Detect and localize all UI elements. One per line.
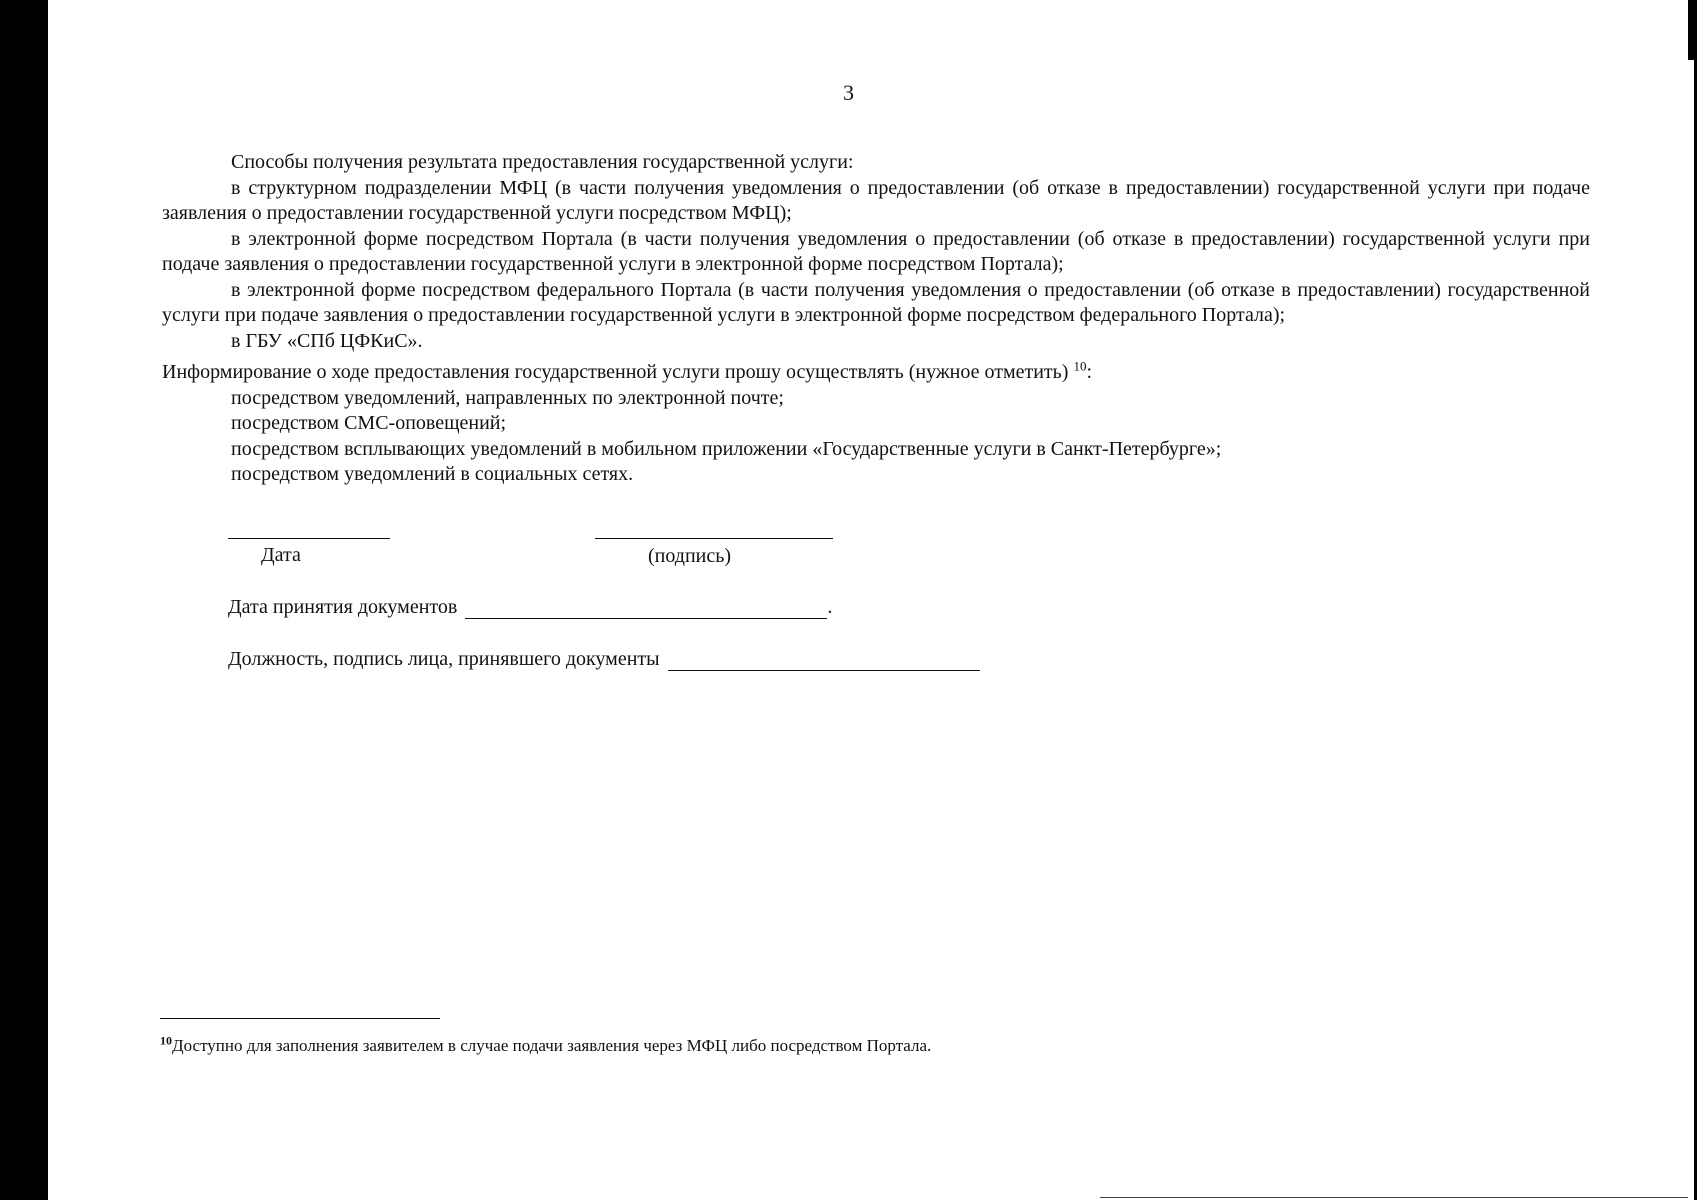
receipt-option-federal-portal: в электронной форме посредством федерального Портала (в части получения уведомления о предоставлении (об отказе в предоставлении) государственной услуги при подаче заявления о предоставлении государственной услуги в электронной форме посредством федерального Портала); bbox=[162, 278, 1590, 326]
receipt-option-gbu: в ГБУ «СПб ЦФКиС». bbox=[231, 329, 423, 352]
official-signature-row bbox=[228, 648, 980, 671]
official-signature-line bbox=[668, 648, 980, 671]
inform-option-mobile-app: посредством всплывающих уведомлений в мобильном приложении «Государственные услуги в Санкт-Петербурге»; bbox=[231, 437, 1222, 460]
scan-bottom-edge bbox=[1100, 1197, 1688, 1198]
acceptance-date-tail: . bbox=[827, 596, 833, 618]
inform-heading-text: Информирование о ходе предоставления государственной услуги прошу осуществлять (нужное отметить) bbox=[162, 361, 1069, 383]
inform-heading bbox=[162, 360, 1590, 386]
scan-margin-right bbox=[1688, 0, 1697, 60]
inform-option-email: посредством уведомлений, направленных по электронной почте; bbox=[231, 386, 784, 409]
scan-margin-left bbox=[0, 0, 48, 1200]
acceptance-date-label: Дата принятия документов bbox=[228, 596, 458, 618]
inform-heading-tail: : bbox=[1086, 361, 1092, 383]
signature-line bbox=[595, 538, 833, 539]
acceptance-date-row bbox=[228, 596, 832, 619]
footnote bbox=[160, 1033, 932, 1056]
footnote-ref: 10 bbox=[1073, 358, 1087, 374]
footnote-separator bbox=[160, 1018, 440, 1019]
official-signature-label: Должность, подпись лица, принявшего документы bbox=[228, 648, 660, 670]
inform-option-sms: посредством СМС-оповещений; bbox=[231, 412, 507, 434]
receipt-option-portal: в электронной форме посредством Портала (в части получения уведомления о предоставлении (об отказе в предоставлении) государственной услуги при подаче заявления о предоставлении государственной услуги в электронной форме посредством Портала); bbox=[162, 227, 1590, 275]
signature-label: (подпись) bbox=[648, 545, 732, 567]
acceptance-date-line bbox=[465, 596, 827, 619]
receipt-methods-heading: Способы получения результата предоставления государственной услуги: bbox=[231, 151, 854, 173]
receipt-option-mfc: в структурном подразделении МФЦ (в части получения уведомления о предоставлении (об отказе в предоставлении) государственной услуги при подаче заявления о предоставлении государственной услуги посредством МФЦ); bbox=[162, 176, 1590, 224]
page-number: 3 bbox=[843, 80, 854, 105]
document-body bbox=[162, 150, 1590, 488]
inform-option-social: посредством уведомлений в социальных сетях. bbox=[231, 463, 634, 485]
date-line bbox=[228, 538, 390, 539]
footnote-text: Доступно для заполнения заявителем в случае подачи заявления через МФЦ либо посредством Портала. bbox=[172, 1036, 932, 1055]
date-label: Дата bbox=[261, 544, 301, 566]
footnote-number: 10 bbox=[160, 1033, 172, 1048]
